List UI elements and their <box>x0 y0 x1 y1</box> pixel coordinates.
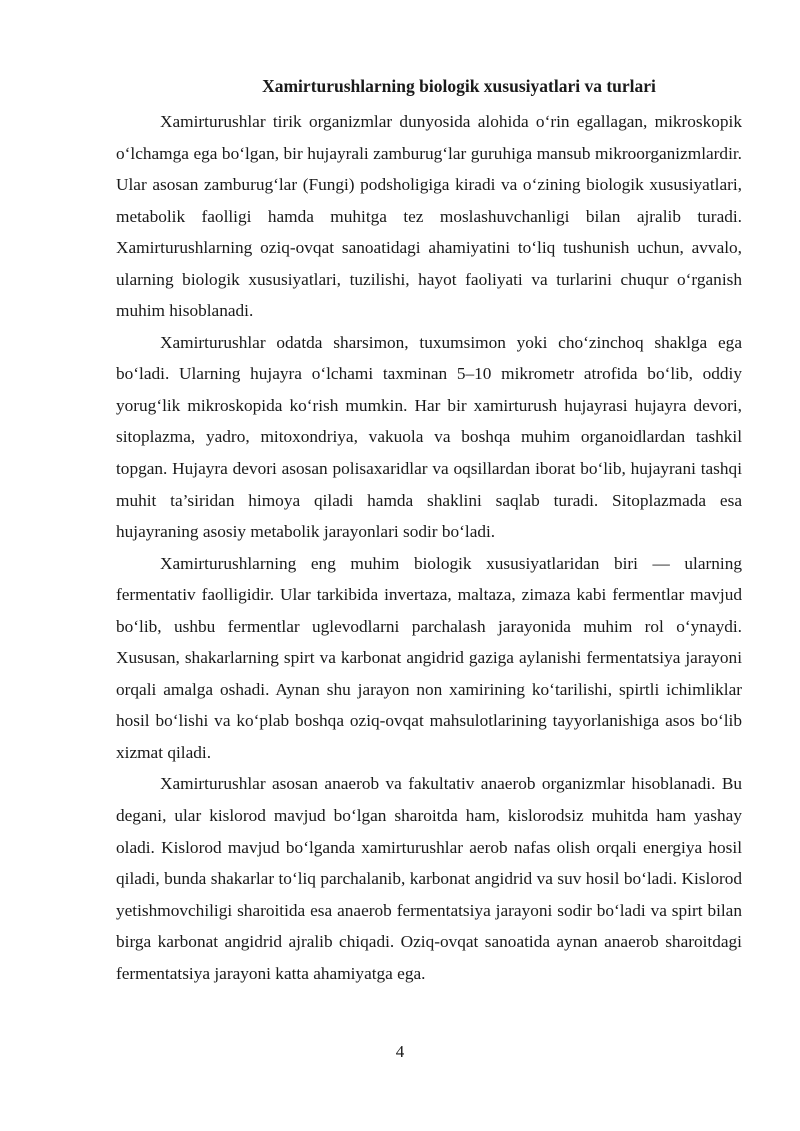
body-text <box>116 106 742 989</box>
paragraph-1: Xamirturushlar tirik organizmlar dunyosida alohida o‘rin egallagan, mikroskopik o‘lchamga ega bo‘lgan, bir hujayrali zamburug‘lar guruhiga mansub mikroorganizmlardir. Ular asosan zamburug‘lar (Fungi) podsholigiga kiradi va o‘zining biologik xususiyatlari, metabolik faolligi hamda muhitga tez moslashuvchanligi bilan ajralib turadi. Xamirturushlarning oziq-ovqat sanoatidagi ahamiyatini to‘liq tushunish uchun, avvalo, ularning biologik xususiyatlari, tuzilishi, hayot faoliyati va turlarini chuqur o‘rganish muhim hisoblanadi. <box>116 112 742 321</box>
page-number: 4 <box>395 1042 405 1061</box>
paragraph-4: Xamirturushlar asosan anaerob va fakultativ anaerob organizmlar hisoblanadi. Bu degani, ular kislorod mavjud bo‘lgan sharoitda ham, kislorodsiz muhitda ham yashay oladi. Kislorod mavjud bo‘lganda xamirturushlar aerob nafas olish orqali energiya hosil qiladi, bunda shakarlar to‘liq parchalanib, karbonat angidrid va suv hosil bo‘ladi. Kislorod yetishmovchiligi sharoitida esa anaerob fermentatsiya jarayoni sodir bo‘ladi va spirt bilan birga karbonat angidrid ajralib chiqadi. Oziq-ovqat sanoatida aynan anaerob sharoitdagi fermentatsiya jarayoni katta ahamiyatga ega. <box>116 774 742 983</box>
paragraph-2: Xamirturushlar odatda sharsimon, tuxumsimon yoki cho‘zinchoq shaklga ega bo‘ladi. Ularning hujayra o‘lchami taxminan 5–10 mikrometr atrofida bo‘lib, oddiy yorug‘lik mikroskopida ko‘rish mumkin. Har bir xamirturush hujayrasi hujayra devori, sitoplazma, yadro, mitoxondriya, vakuola va boshqa muhim organoidlardan tashkil topgan. Hujayra devori asosan polisaxaridlar va oqsillardan iborat bo‘lib, hujayrani tashqi muhit ta’siridan himoya qiladi hamda shaklini saqlab turadi. Sitoplazmada esa hujayraning asosiy metabolik jarayonlari sodir bo‘ladi. <box>116 332 742 542</box>
section-title: Xamirturushlarning biologik xususiyatlari va turlari <box>262 76 656 96</box>
paragraph-3: Xamirturushlarning eng muhim biologik xususiyatlaridan biri — ularning fermentativ faolligidir. Ular tarkibida invertaza, maltaza, zimaza kabi fermentlar mavjud bo‘lib, ushbu fermentlar uglevodlarni parchalash jarayonida muhim rol o‘ynaydi. Xususan, shakarlarning spirt va karbonat angidrid gaziga aylanishi fermentatsiya jarayoni orqali amalga oshadi. Aynan shu jarayon non xamirining ko‘tarilishi, spirtli ichimliklar hosil bo‘lishi va ko‘plab boshqa oziq-ovqat mahsulotlarining tayyorlanishiga asos bo‘lib xizmat qiladi. <box>116 553 742 762</box>
